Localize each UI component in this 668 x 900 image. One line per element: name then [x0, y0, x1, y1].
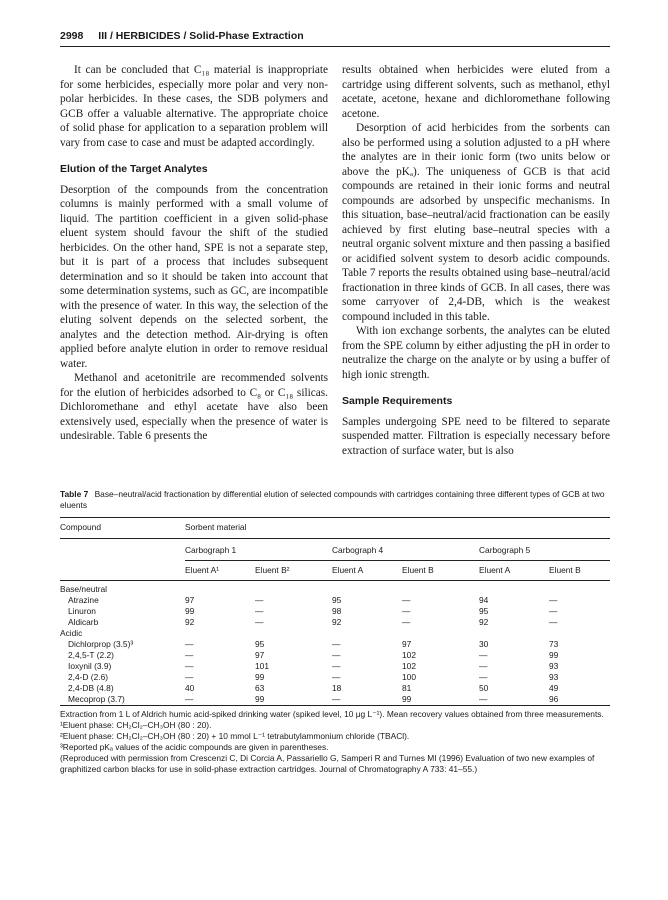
cell: 92 [185, 617, 195, 627]
running-header [60, 30, 610, 47]
footnote: ³Reported pKₐ values of the acidic compounds are given in parentheses. [60, 742, 329, 752]
cell: 63 [255, 683, 265, 693]
body-text [60, 63, 610, 483]
cell: — [332, 639, 341, 649]
footnote: Extraction from 1 L of Aldrich humic acid-spiked drinking water (spiked level, 10 μg L⁻¹). Mean recovery values obtained from three measurements. [60, 709, 604, 719]
cell: 102 [402, 650, 416, 660]
cell: 92 [479, 617, 489, 627]
section-row [60, 628, 610, 639]
eluent-header: Eluent B [549, 561, 610, 581]
cell: 100 [402, 672, 416, 682]
table-row [60, 606, 610, 617]
cell: 99 [255, 672, 265, 682]
cell: — [185, 661, 194, 671]
footnote: ²Eluent phase: CH₂Cl₂–CH₃OH (80 : 20) + 10 mmol L⁻¹ tetrabutylammonium chloride (TBACl). [60, 731, 410, 741]
cell: 30 [479, 639, 489, 649]
compound-name: Mecoprop (3.7) [60, 694, 185, 706]
compound-name: Dichlorprop (3.5)³ [68, 639, 134, 649]
cell: 50 [479, 683, 489, 693]
column-header: Sorbent material [185, 518, 610, 539]
cell: 96 [549, 694, 610, 706]
cell: 99 [255, 694, 332, 706]
paragraph: Desorption of the compounds from the concentration columns is mainly performed with a small volume of liquid. The partition coefficient in a given solid-phase eluent system should favour the shift of the studied herbicides. On the other hand, SPE is not a separate step, but it is part of a process that includes subsequent determination and so it should be taken into account that some determination systems, such as GC, are incompatible with the presence of water. In this way, the selection of the eluting solvent depends on the selected sorbent, the analytes and the detection method. Air-drying is often applied before analyte elution in order to remove residual water. [60, 183, 328, 370]
cell: 93 [549, 661, 559, 671]
cell: — [479, 661, 488, 671]
page-number: 2998 [60, 30, 84, 42]
eluent-header: Eluent B² [255, 561, 332, 581]
compound-name: 2,4,5-T (2.2) [68, 650, 114, 660]
cell: 97 [185, 595, 195, 605]
cell: 92 [332, 617, 342, 627]
cell: — [402, 617, 411, 627]
running-title: III / HERBICIDES / Solid-Phase Extraction [98, 30, 304, 42]
eluent-header: Eluent A [332, 561, 402, 581]
table-row [60, 672, 610, 683]
paragraph: With ion exchange sorbents, the analytes can be eluted from the SPE column by either adjusting the pH in order to neutralize the charge on the analyte or by using a buffer of high ionic strength. [342, 325, 610, 381]
left-column [60, 63, 328, 444]
cell: — [185, 639, 194, 649]
group-header: Carbograph 5 [479, 539, 610, 561]
table-row [60, 639, 610, 650]
eluent-header: Eluent A¹ [185, 561, 255, 581]
cell: 95 [479, 606, 489, 616]
table-row [60, 617, 610, 628]
section-title: Acidic [60, 628, 83, 638]
cell: 40 [185, 683, 195, 693]
cell: 98 [332, 606, 342, 616]
cell: 94 [479, 595, 489, 605]
cell: — [185, 650, 194, 660]
footnote: ¹Eluent phase: CH₂Cl₂–CH₃OH (80 : 20). [60, 720, 212, 730]
cell: — [549, 606, 558, 616]
table-footnotes [60, 709, 610, 775]
section-heading: Sample Requirements [342, 395, 453, 407]
table-row [60, 650, 610, 661]
cell: — [185, 694, 255, 706]
eluent-header: Eluent B [402, 561, 479, 581]
group-header: Carbograph 1 [185, 539, 332, 561]
header-row [60, 518, 610, 539]
cell: — [255, 595, 264, 605]
cell: 95 [332, 595, 342, 605]
cell: — [402, 606, 411, 616]
eluent-header: Eluent A [479, 561, 549, 581]
cell: — [332, 694, 402, 706]
cell: — [332, 672, 341, 682]
eluent-header-row [60, 561, 610, 581]
cell: 93 [549, 672, 559, 682]
source-note: (Reproduced with permission from Crescenzi C, Di Corcia A, Passariello G, Samperi R and Turnes MI (1996) Evaluation of two new examples of graphitized carbon blacks for use in solid-phase extraction cartridges. Journal of Chromatography A 733: 41–55.) [60, 753, 595, 774]
cell: 73 [549, 639, 559, 649]
section-row [60, 581, 610, 596]
cell: 99 [185, 606, 195, 616]
cell: 99 [402, 694, 479, 706]
cell: — [255, 606, 264, 616]
cell: — [185, 672, 194, 682]
compound-name: 2,4-D (2.6) [68, 672, 109, 682]
table-label: Table 7 [60, 489, 89, 499]
cell: 49 [549, 683, 559, 693]
cell: — [479, 650, 488, 660]
cell: 101 [255, 661, 269, 671]
cell: 99 [549, 650, 559, 660]
paragraph: Samples undergoing SPE need to be filtered to separate suspended matter. Filtration is especially necessary before extraction of surface water, but is also [342, 415, 610, 457]
cell: — [549, 617, 558, 627]
cell: — [402, 595, 411, 605]
cell: 81 [402, 683, 412, 693]
cell: 95 [255, 639, 265, 649]
compound-name: Atrazine [68, 595, 99, 605]
group-header-row [60, 539, 610, 561]
table-row [60, 661, 610, 672]
cell: — [332, 650, 341, 660]
compound-name: Ioxynil (3.9) [68, 661, 112, 671]
table-caption [60, 489, 610, 511]
cell: 18 [332, 683, 342, 693]
cell: — [479, 672, 488, 682]
column-header: Compound [60, 518, 185, 539]
paragraph: It can be concluded that C₁₈ material is inappropriate for some herbicides, especially more polar and very non-polar herbicides. In these cases, the SDB polymers and GCB offer a valuable alternative. The appropriate choice of solid phase for application to a separation problem will vary from case to case and must be adapted accordingly. [60, 64, 328, 149]
data-table [60, 518, 610, 706]
right-column [342, 63, 610, 458]
table-row [60, 595, 610, 606]
paragraph: results obtained when herbicides were eluted from a cartridge using different solvents, such as methanol, ethyl acetate, acetone, hexane and dichloromethane following acetone. [342, 64, 610, 120]
cell: — [332, 661, 341, 671]
section-title: Base/neutral [60, 584, 108, 594]
table-row [60, 694, 610, 706]
table-row [60, 683, 610, 694]
cell: 97 [402, 639, 412, 649]
table-7 [60, 489, 610, 775]
cell: 102 [402, 661, 416, 671]
table-caption-text: Base–neutral/acid fractionation by differential elution of selected compounds with cartridges containing three different types of GCB at two eluents [60, 489, 605, 510]
section-heading: Elution of the Target Analytes [60, 163, 208, 175]
cell: — [479, 694, 549, 706]
paragraph: Desorption of acid herbicides from the sorbents can also be performed using a solution adjusted to a pH where the analytes are in their ionic form (two units below or above the pKₐ). The uniqueness of GCB is that acid compounds are retained in their ionic forms and neutral compounds are adsorbed by unspecific mechanisms. In this situation, base–neutral/acid fractionation can be easily achieved by first eluting base–neutral species with a neutral organic solvent mixture and then passing a basified or acidified solvent system to desorb acidic compounds. Table 7 reports the results obtained using base–neutral/acid fractionation in three kinds of GCB. In all cases, there was some carryover of 2,4-DB, which is the weakest compound included in this table. [342, 122, 610, 323]
cell: 97 [255, 650, 265, 660]
compound-name: 2,4-DB (4.8) [68, 683, 114, 693]
paragraph: Methanol and acetonitrile are recommended solvents for the elution of herbicides adsorbed to C₈ or C₁₈ silicas. Dichloromethane and ethyl acetate have also been extensively used, especially when the presence of water is undesirable. Table 6 presents the [60, 372, 328, 442]
group-header: Carbograph 4 [332, 539, 479, 561]
cell: — [255, 617, 264, 627]
cell: — [549, 595, 558, 605]
compound-name: Linuron [68, 606, 96, 616]
compound-name: Aldicarb [68, 617, 99, 627]
